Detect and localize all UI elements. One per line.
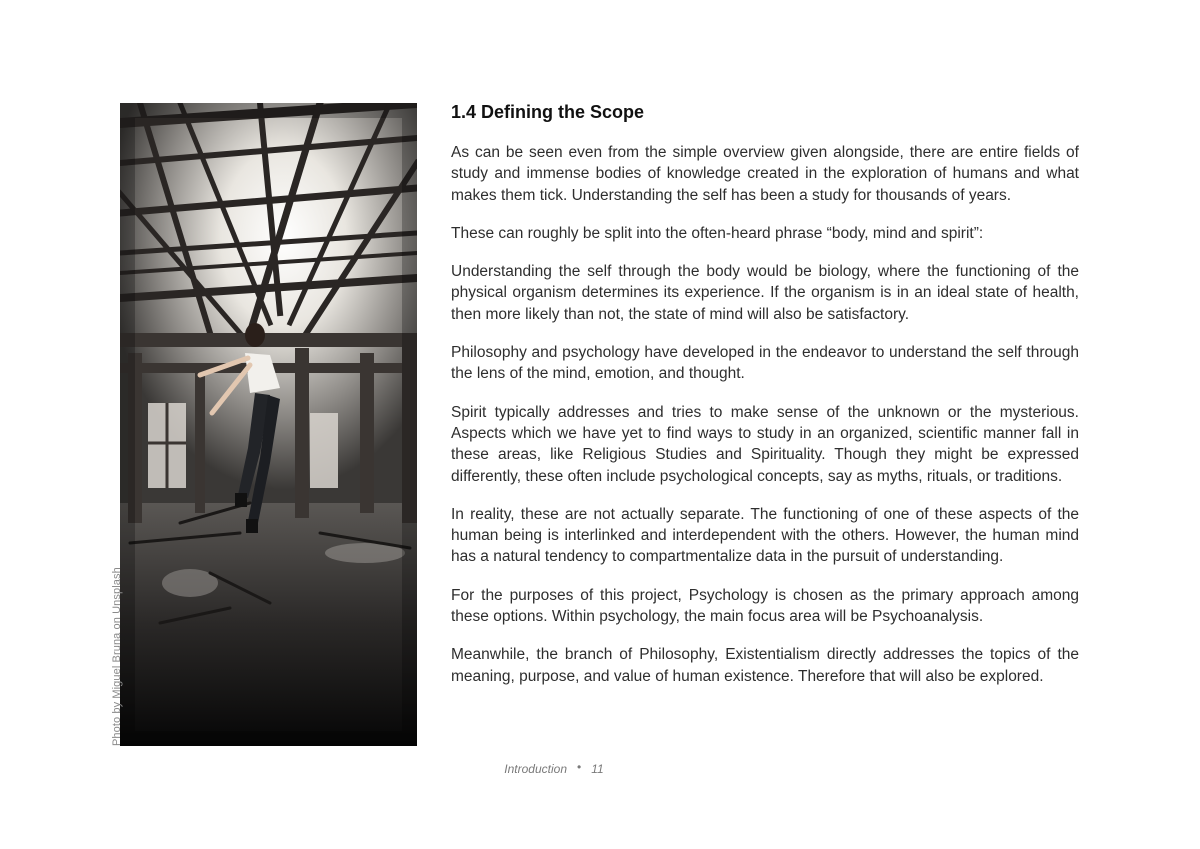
section-heading: 1.4 Defining the Scope <box>451 102 645 122</box>
paragraph: Understanding the self through the body would be biology, where the functioning of the physical organism determines its experience. If the organism is in an ideal state of health, then more likely than not, the state of mind will also be satisfactory. <box>451 263 1079 323</box>
paragraph: Meanwhile, the branch of Philosophy, Existentialism directly addresses the topics of the meaning, purpose, and value of human existence. Therefore that will also be explored. <box>451 646 1079 685</box>
paragraph: These can roughly be split into the often-heard phrase “body, mind and spirit”: <box>451 224 984 242</box>
page-footer <box>0 762 1108 776</box>
paragraph: In reality, these are not actually separate. The functioning of one of these aspects of the human being is interlinked and interdependent with the others. However, the human mind has a natural tendency to compartmentalize data in the pursuit of understanding. <box>451 505 1079 566</box>
photo-jumping-woman-in-ruined-building <box>120 103 417 746</box>
footer-chapter: Introduction <box>504 762 568 776</box>
paragraph: For the purposes of this project, Psychology is chosen as the primary approach among these options. Within psychology, the main focus area will be Psychoanalysis. <box>451 586 1079 626</box>
paragraph: As can be seen even from the simple overview given alongside, there are entire fields of study and immense bodies of knowledge created in the exploration of humans and what makes them tick. Understanding the self has been a study for thousands of years. <box>451 144 1079 204</box>
footer-separator: • <box>577 760 582 774</box>
section-body <box>451 100 1079 704</box>
paragraph: Philosophy and psychology have developed in the endeavor to understand the self through the lens of the mind, emotion, and thought. <box>451 344 1079 383</box>
photo-credit: Photo by Miguel Bruna on Unsplash <box>111 567 123 746</box>
paragraph: Spirit typically addresses and tries to make sense of the unknown or the mysterious. Aspects which we have yet to find ways to study in an organized, scientific manner fall in these areas, like Religious Studies and Spirituality. Though they might be expressed differently, these often include psychological concepts, say as myths, rituals, or traditions. <box>451 403 1079 485</box>
page-number: 11 <box>591 762 604 776</box>
